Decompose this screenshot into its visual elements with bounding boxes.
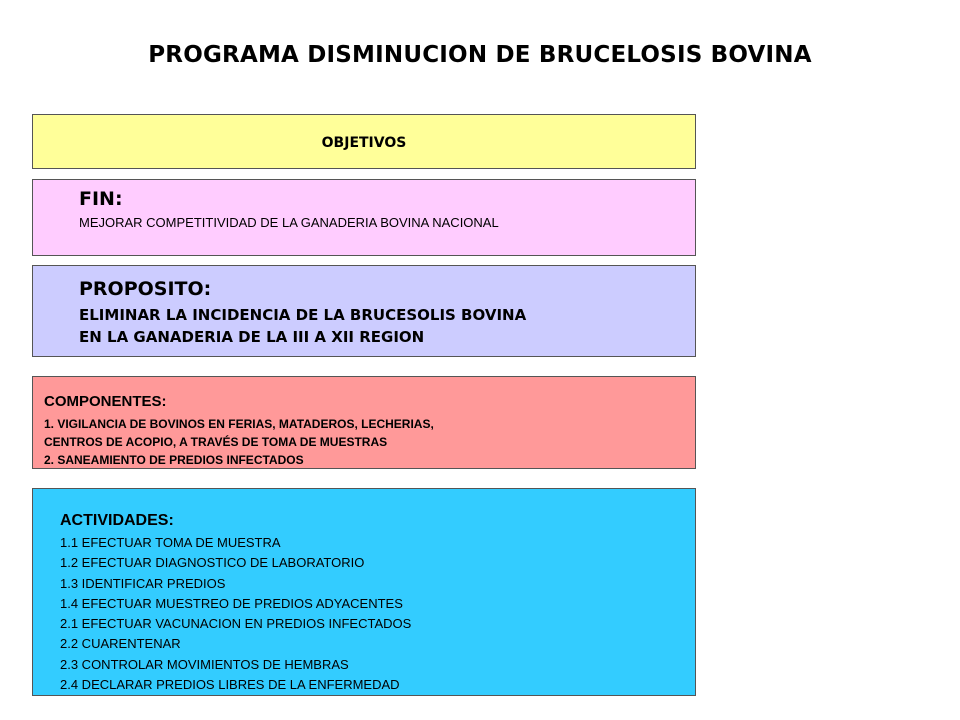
actividades-list [60,533,411,695]
actividad-item: 1.2 EFECTUAR DIAGNOSTICO DE LABORATORIO [60,555,365,571]
proposito-heading: PROPOSITO: [79,278,212,300]
fin-heading: FIN: [79,188,123,210]
actividades-heading: ACTIVIDADES: [60,512,174,529]
proposito-line-1: ELIMINAR LA INCIDENCIA DE LA BRUCESOLIS BOVINA [79,306,527,324]
actividad-item: 1.1 EFECTUAR TOMA DE MUESTRA [60,535,281,550]
actividad-item: 2.1 EFECTUAR VACUNACION EN PREDIOS INFECTADOS [60,616,412,632]
actividad-item: 2.3 CONTROLAR MOVIMIENTOS DE HEMBRAS [60,656,349,672]
componentes-heading: COMPONENTES: [44,393,167,410]
actividad-item: 2.2 CUARENTENAR [60,636,181,652]
proposito-box [32,265,696,357]
fin-box [32,179,696,256]
page-title: PROGRAMA DISMINUCION DE BRUCELOSIS BOVINA [148,42,812,68]
componentes-line-2: CENTROS DE ACOPIO, A TRAVÉS DE TOMA DE MUESTRAS [44,435,388,449]
proposito-line-2: EN LA GANADERIA DE LA III A XII REGION [79,328,425,346]
componentes-line-1: 1. VIGILANCIA DE BOVINOS EN FERIAS, MATADEROS, LECHERIAS, [44,417,434,431]
actividades-box [32,488,696,696]
actividad-item: 1.3 IDENTIFICAR PREDIOS [60,575,226,591]
fin-text: MEJORAR COMPETITIVIDAD DE LA GANADERIA BOVINA NACIONAL [79,215,499,230]
componentes-box [32,376,696,469]
actividad-item: 1.4 EFECTUAR MUESTREO DE PREDIOS ADYACENTES [60,595,403,611]
objetivos-label: OBJETIVOS [321,135,407,151]
componentes-line-3: 2. SANEAMIENTO DE PREDIOS INFECTADOS [44,453,304,467]
objetivos-box [32,114,696,169]
actividad-item: 2.4 DECLARAR PREDIOS LIBRES DE LA ENFERMEDAD [60,677,400,693]
